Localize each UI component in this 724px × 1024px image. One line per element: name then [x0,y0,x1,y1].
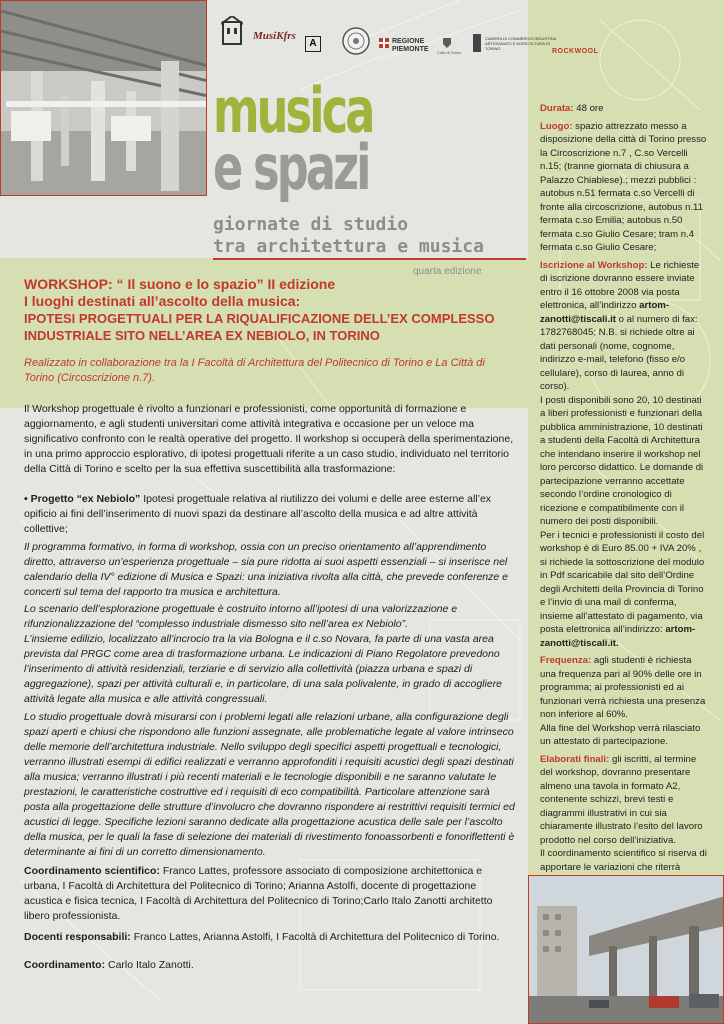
workshop-title-line-1: IPOTESI PROGETTUALI PER LA RIQUALIFICAZIONE DELL’EX COMPLESSO [24,311,495,326]
attestato: Alla fine del Workshop verrà rilasciato un attestato di partecipazione. [540,722,701,747]
iscrizione [540,259,708,394]
luogo-label: Luogo: [540,120,573,132]
site-paragraph: L’insieme edilizio, localizzato all’incrocio tra la via Bologna e il c.so Novara, fa parte di una vasta area prevista dal PRGC come area di trasformazione urbana. Le indicazioni di Piano Regolatore prevedono l’inserimento di attività residenziali, terziarie e di servizio alla collettività (piazza urbana e spazi di aggregazione), spazi per attività culturali e, in particolare, di una sala polivalente, in grado di accogliere attività legate alla musica e alle attività congressuali. [24,633,503,705]
intro-paragraph: Il Workshop progettuale è rivolto a funzionari e professionisti, come opportunità di formazione e aggiornamento, e agli studenti universitari come attività integrativa e occasione per un veloce ma significativo confronto con le realtà operative del progetto. Il workshop si occuperà della sperimentazione, in una primo approccio esplorativo, di ipotesi progettuali riferite a un caso studio, individuato nel territorio della Città di Torino e scelto per la sua effettiva suscettibilità alla trasformazione: [24,403,514,475]
rockwool-logo: ROCKWOOL [552,48,599,55]
project-paragraph [24,492,516,537]
musikfrs-logo: MusiKfrs [253,30,296,42]
frequenza [540,654,708,722]
regione-flag-icon [379,38,389,48]
camera-commercio-logo: CAMERA DI COMMERCIO INDUSTRIA ARTIGIANATO E AGRICOLTURA DI TORINO [485,36,556,51]
luogo [540,120,708,255]
edition-label: quarta edizione [413,266,482,277]
study-paragraph: Lo studio progettuale dovrà misurarsi con i problemi legati alle relazioni urbane, alla configurazione degli spazi aperti e chiusi che rispondono alle funzioni assegnate, alle problematiche legate al valore intrinseco delle memorie dell’architettura industriale. Nello sviluppo degli specifici aspetti progettuali e tecnologici, verranno illustrati esempi di edifici realizzati e verranno approfonditi i requisiti acustici degli spazi destinati alla musica; verranno illustrati i più recenti materiali e le tecnologie disponibili e ne saranno valutate le prestazioni, le caratteristiche costruttive ed i requisiti di eco compatibilità. Particolare attenzione sarà posta alla progettazione delle strutture d’involucro che dovranno rispondere ai restrittivi requisiti termici ed acustici di legge. Specifiche lezioni saranno dedicate alla progettazione acustica delle sale per l’ascolto della musica, per le quali la fase di selezione dei materiali di rivestimento fonoassorbenti e fonoriflettenti è determinante ai fini di un corretto dimensionamento. [24,711,515,858]
docenti-responsabili [24,930,516,945]
title-e-spazi: e spazi [213,131,369,204]
workshop-heading: WORKSHOP: “ Il suono e lo spazio” II edizione [24,276,336,292]
program-paragraph: Il programma formativo, in forma di workshop, ossia con un preciso orientamento all’apprendimento diretto, attraverso un’esperienza progettuale – sia pure ridotta ai suoi aspetti essenziali – si inserisce nel calendario della IV° edizione di Musica e Spazi: una iniziativa rivolta alla città, che prevede conferenze e concerti sul tema del rapporto tra musica e architettura. [24,541,508,598]
subtitle-line-2: tra architettura e musica [213,236,484,257]
workshop-subheading: I luoghi destinati all’ascolto della musica: [24,293,301,309]
elaborati [540,753,708,848]
scenario-paragraph: Lo scenario dell’esplorazione progettuale è costruito intorno all’ipotesi di una valorizzazione e rifunzionalizzazione del “complesso industriale dismesso sito nell’area ex Nebiolo”. [24,603,458,630]
luogo-text: spazio attrezzato messo a disposizione della città di Torino presso la Circoscrizione n.7 , C.so Vercelli n.15; (tranne giornata di chiusura a Palazzo Chiablese).; mezzi pubblici : autobus n.51 fermata c.so Vercelli di fronte alla circoscrizione, autobus n.11 fermata c.so Emilia; autobus n.50 fermata c.so Giulio Cesare; tram n.4 fermata c.so Giulio Cesare; [540,120,707,253]
sponsor-logos [215,12,595,72]
durata [540,102,708,116]
coordinamento-label: Coordinamento: [24,959,106,971]
elaborati-label: Elaborati finali: [540,753,610,765]
email-link-1[interactable]: artom-zanotti@tiscali.it [540,300,670,325]
frequenza-label: Frequenza: [540,655,592,666]
iscrizione-text-1: Le richieste di iscrizione dovranno essere inviate entro il 16 ottobre 2008 via posta elettronica, all’indirizzo [540,259,700,311]
workshop-title-line-2: INDUSTRIALE SITO NELL’AREA EX NEBIOLO, IN TORINO [24,328,380,343]
coord-scientifico [24,864,516,924]
title-rule [213,258,526,260]
a-logo: A [305,36,321,52]
costo [540,529,708,651]
title-musica: musica [213,74,373,147]
subtitle-line-1: giornate di studio [213,214,409,235]
iscrizione-text-2: o al numero di fax: 1782768045; N.B. si richiede oltre ai dati personali (nome, cognome, indirizzo e-mail, telefono (fisso e/o cellulare), corso di laurea, anno di corso). [540,313,698,392]
docenti-label: Docenti responsabili: [24,931,131,943]
regione-piemonte-logo: REGIONE PIEMONTE [392,38,429,53]
project-label: • Progetto “ex Nebiolo” [24,493,141,505]
project-text: Ipotesi progettuale relativa al riutilizzo dei volumi e delle aree esterne all’ex opificio ai fini dell’inserimento di nuovi spazi da destinare all’ascolto della musica e ad altre attività collettive; [24,493,492,535]
iscrizione-label: Iscrizione al Workshop: [540,259,648,271]
torino-shield-icon [443,38,451,48]
email-link-2[interactable]: artom-zanotti@tiscali.it. [540,624,696,649]
durata-label: Durata: [540,103,574,114]
coord-scientifico-text: Franco Lattes, professore associato di composizione architettonica e urbana, I Facoltà di Architettura del Politecnico di Torino; Arianna Astolfi, docente di progettazione acustica e fisica tecnica, I Facoltà di Architettura del Politecnico di Torino;Carlo Italo Zanotti architetto libero professionista. [24,865,493,922]
building-logo-icon [221,16,243,46]
frequenza-text: agli studenti è richiesta una frequenza pari al 90% delle ore in programma; ai professionisti ed ai funzionari verrà richiesta una presenza non inferiore al 60%. [540,655,706,720]
coord-riserva: Il coordinamento scientifico si riserva di apportare le variazioni che riterrà [540,848,707,873]
collaboration-note: Realizzato in collaborazione tra la I Facoltà di Architettura del Politecnico di Torino e La Città di Torino (Circoscrizione n.7). [24,357,485,384]
durata-text: 48 ore [573,103,604,114]
citta-torino-logo: Città di Torino [437,50,462,55]
posti: I posti disponibili sono 20, 10 destinati a liberi professionisti e funzionari della pubblica amministrazione, 10 destinati a studenti della Facoltà di Architettura che intendano inserire il workshop nel loro percorso didattico. Le domande di partecipazione verranno accettate secondo l’ordine cronologico di ricezione e compatibilmente con il numero dei posti disponibili. [540,394,704,527]
coordinamento-text: Carlo Italo Zanotti. [105,959,194,971]
info-sidebar [540,102,708,901]
elaborati-text: gli iscritti, al termine del workshop, dovranno presentare almeno una tavola in formato A2, contenente schizzi, brevi testi e diagrammi illustrativi in cui sia chiaramente illustrato l’esito del lavoro prodotto nel corso dell’iniziativa. [540,753,703,846]
costo-text: Per i tecnici e professionisti il costo del workshop è di Euro 85.00 + IVA 20% , si richiede la sottoscrizione del modulo in Pdf scaricabile dal sito dell’Ordine degli Architetti della Provincia di Torino e l’invio di una mail di conferma, insieme all’attestato di pagamento, via posta elettronica all’indirizzo: [540,529,705,635]
industrial-interior-photo [0,0,207,196]
docenti-text: Franco Lattes, Arianna Astolfi, I Facoltà di Architettura del Politecnico di Torino. [130,931,500,943]
coord-scientifico-label: Coordinamento scientifico: [24,865,160,877]
street-building-photo [528,875,724,1024]
camera-commercio-icon [473,34,481,52]
seal-logo-icon [341,26,371,56]
coordinamento [24,958,516,973]
